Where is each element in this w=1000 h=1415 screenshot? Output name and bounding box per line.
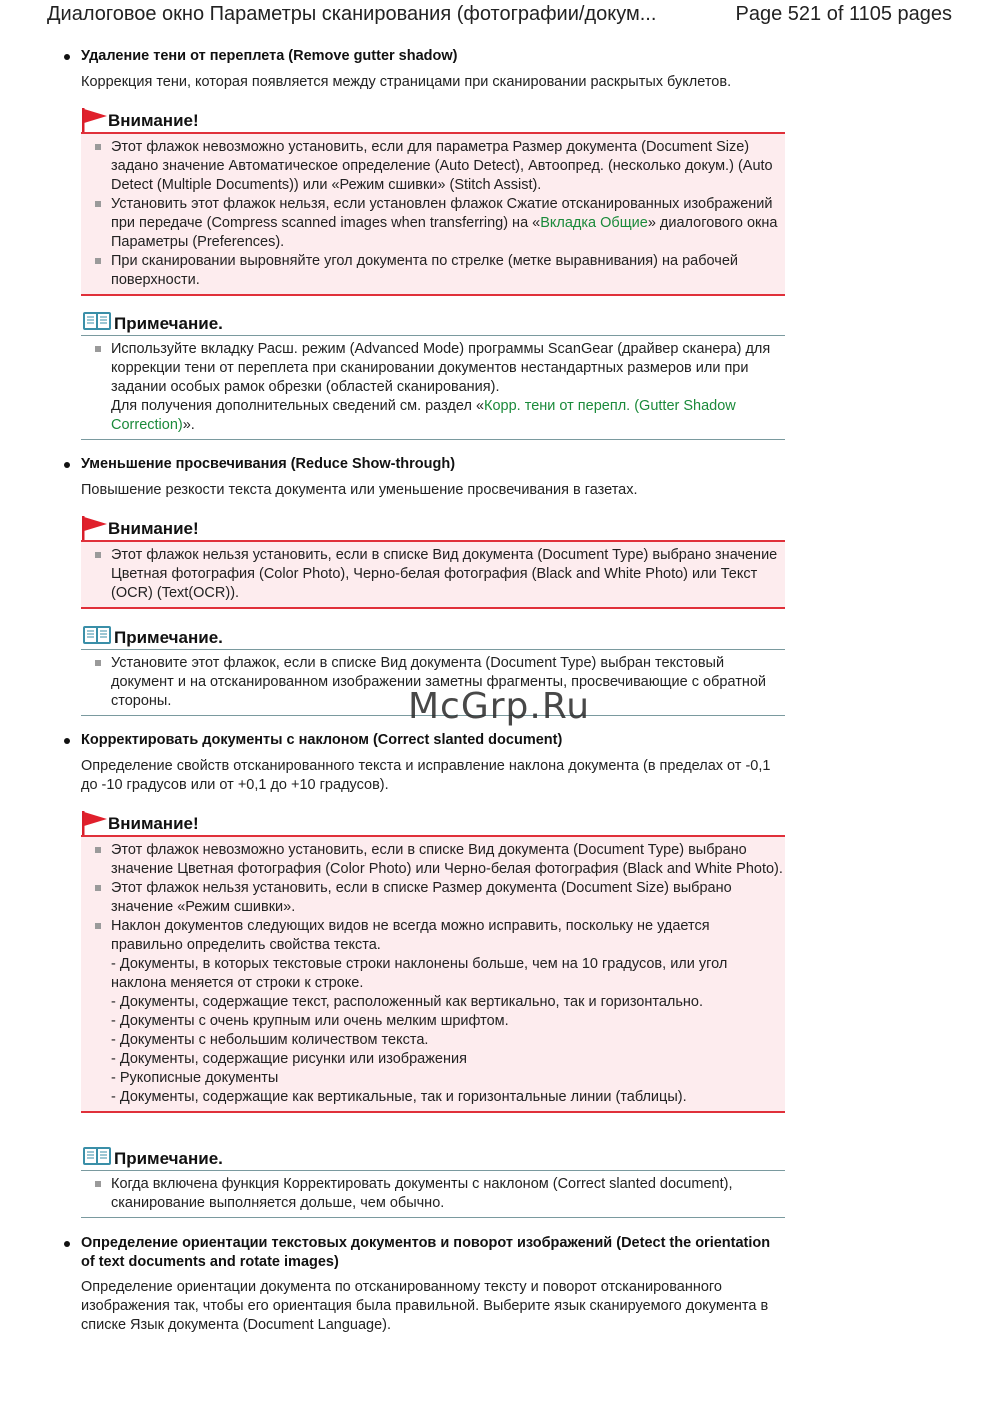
caution-item: При сканировании выровняйте угол документа по стрелке (метке выравнивания) на рабочей поверхности. (81, 252, 785, 290)
bullet-icon (64, 738, 70, 744)
section-desc-orientation: Определение ориентации документа по отсканированному тексту и поворот отсканированного изображения так, чтобы его ориентация была правильной. Выберите язык сканируемого документа в списке Язык документа (Document Language). (81, 1279, 769, 1333)
note-item: Используйте вкладку Расш. режим (Advanced Mode) программы ScanGear (драйвер сканера) для коррекции тени от переплета при сканировании документов нестандартных размеров или при задании особых рамок обрезки (областей сканирования). Для получения дополнительных сведений см. раздел «Корр. тени от перепл. (Gutter Shadow Correction)». (81, 340, 785, 435)
section-heading-showthrough: Уменьшение просвечивания (Reduce Show-through) (64, 455, 784, 474)
note-box-slanted (81, 1146, 785, 1218)
note-item: Установите этот флажок, если в списке Вид документа (Document Type) выбран текстовый документ и на отсканированном изображении заметны фрагменты, просвечивающие с обратной стороны. (81, 654, 785, 711)
caution-title: Внимание! (81, 108, 785, 132)
caution-subitem: - Документы с небольшим количеством текста. (111, 1032, 429, 1048)
section-heading-gutter: Удаление тени от переплета (Remove gutter shadow) (64, 47, 784, 66)
caution-item: Этот флажок нельзя установить, если в списке Размер документа (Document Size) выбрано значение «Режим сшивки». (81, 879, 785, 917)
bullet-icon (64, 1241, 70, 1247)
page-header (0, 0, 1000, 30)
caution-subitem: - Документы с очень крупным или очень мелким шрифтом. (111, 1013, 509, 1029)
caution-subitem: - Документы, в которых текстовые строки наклонены больше, чем на 10 градусов, или угол наклона меняется от строки к строке. (111, 956, 728, 991)
section-heading-slanted: Корректировать документы с наклоном (Correct slanted document) (64, 731, 784, 750)
caution-box-gutter (81, 108, 785, 296)
note-title: Примечание. (81, 625, 785, 649)
caution-subitem: - Документы, содержащие рисунки или изображения (111, 1051, 467, 1067)
section-desc-slanted: Определение свойств отсканированного текста и исправление наклона документа (в пределах от -0,1 до -10 градусов или от +0,1 до +10 градусов). (81, 758, 771, 793)
book-icon (82, 1146, 112, 1168)
caution-item: Этот флажок невозможно установить, если для параметра Размер документа (Document Size) задано значение Автоматическое определение (Auto Detect), Автоопред. (несколько докум.) (Auto Detect (Multiple Documents)) или «Режим сшивки» (Stitch Assist). (81, 138, 785, 195)
note-title: Примечание. (81, 1146, 785, 1170)
caution-subitem: - Документы, содержащие текст, расположенный как вертикально, так и горизонтально. (111, 994, 704, 1010)
link-gutter-shadow-correction[interactable]: Корр. тени от перепл. (Gutter Shadow Correction) (111, 398, 736, 433)
caution-item: Этот флажок невозможно установить, если в списке Вид документа (Document Type) выбрано значение Цветная фотография (Color Photo) или Черно-белая фотография (Black and White Photo). (81, 841, 785, 879)
bullet-icon (64, 462, 70, 468)
caution-title: Внимание! (81, 811, 785, 835)
document-title: Диалоговое окно Параметры сканирования (фотографии/докум... (47, 3, 657, 25)
caution-subitem: - Рукописные документы (111, 1070, 279, 1086)
note-title: Примечание. (81, 311, 785, 335)
link-general-tab[interactable]: Вкладка Общие (540, 215, 648, 231)
caution-box-slanted (81, 811, 785, 1113)
caution-item: Наклон документов следующих видов не всегда можно исправить, поскольку не удается правильно определить свойства текста. - Документы, в которых текстовые строки наклонены больше, чем на 10 градусов, или угол наклона меняется от строки к строке. - Документы, содержащие текст, расположенный как вертикально, так и горизонтально. - Документы с очень крупным или очень мелким шрифтом. - Документы с небольшим количеством текста. - Документы, содержащие рисунки или изображения - Рукописные документы - Документы, содержащие как вертикальные, так и горизонтальные линии (таблицы). (81, 917, 785, 1107)
note-item: Когда включена функция Корректировать документы с наклоном (Correct slanted document), сканирование выполняется дольше, чем обычно. (81, 1175, 785, 1213)
page-counter: Page 521 of 1105 pages (735, 3, 952, 25)
red-flag-icon (81, 516, 109, 540)
caution-item: Установить этот флажок нельзя, если установлен флажок Сжатие отсканированных изображений при передаче (Compress scanned images when transferring) на «Вкладка Общие» диалогового окна Параметры (Preferences). (81, 195, 785, 252)
section-desc-showthrough: Повышение резкости текста документа или уменьшение просвечивания в газетах. (81, 482, 638, 498)
caution-item: Этот флажок нельзя установить, если в списке Вид документа (Document Type) выбрано значение Цветная фотография (Color Photo), Черно-белая фотография (Black and White Photo) или Текст (OCR) (Text(OCR)). (81, 546, 785, 603)
red-flag-icon (81, 108, 109, 132)
bullet-icon (64, 54, 70, 60)
section-desc-gutter: Коррекция тени, которая появляется между страницами при сканировании раскрытых буклетов. (81, 74, 732, 90)
caution-box-showthrough (81, 516, 785, 609)
caution-subitem: - Документы, содержащие как вертикальные, так и горизонтальные линии (таблицы). (111, 1089, 687, 1105)
book-icon (82, 311, 112, 333)
section-heading-orientation: Определение ориентации текстовых документов и поворот изображений (Detect the orientation of text documents and rotate images) (64, 1234, 784, 1272)
note-box-gutter (81, 311, 785, 440)
book-icon (82, 625, 112, 647)
caution-title: Внимание! (81, 516, 785, 540)
watermark: McGrp.Ru (408, 686, 591, 727)
red-flag-icon (81, 811, 109, 835)
